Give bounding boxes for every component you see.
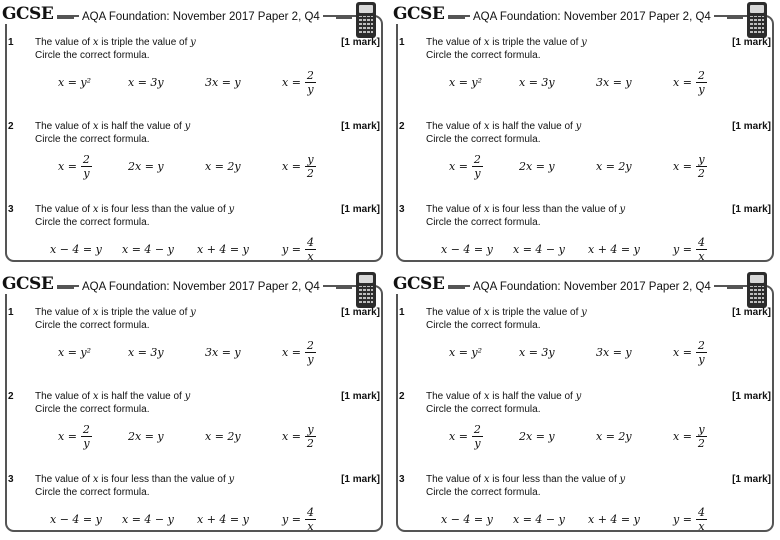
variable-x: x	[92, 204, 99, 215]
fraction	[305, 153, 316, 180]
fraction-denominator: y	[307, 82, 314, 96]
formula-text: x = y²	[449, 345, 483, 359]
variable-x: x	[483, 121, 490, 132]
formula-option[interactable]	[673, 501, 707, 537]
formula-option[interactable]	[513, 501, 565, 537]
calculator-keys	[750, 286, 764, 305]
formula-option[interactable]	[128, 418, 164, 454]
fraction	[696, 423, 707, 450]
question-text-part: The value of	[35, 37, 93, 48]
question-instruction: Circle the correct formula.	[426, 50, 541, 61]
variable-x: x	[92, 391, 99, 402]
question-instruction: Circle the correct formula.	[35, 217, 150, 228]
fraction-numerator: 2	[82, 152, 90, 166]
question-number: 1	[399, 37, 405, 48]
question-instruction: Circle the correct formula.	[426, 320, 541, 331]
header-rule	[447, 287, 465, 289]
answer-options	[0, 148, 388, 184]
variable-y: y	[619, 204, 626, 215]
formula-option[interactable]	[596, 148, 632, 184]
formula-option[interactable]	[282, 64, 316, 100]
question-text	[35, 390, 190, 403]
formula-option[interactable]	[673, 148, 707, 184]
formula-text: x = 3y	[519, 75, 555, 89]
answer-options	[0, 334, 388, 370]
mark-allocation: [1 mark]	[341, 37, 380, 48]
variable-y: y	[575, 121, 582, 132]
fraction	[696, 153, 707, 180]
question-text	[426, 306, 587, 319]
fraction-numerator: y	[307, 422, 314, 436]
question-text	[426, 390, 581, 403]
formula-text: 3x = y	[596, 345, 632, 359]
calculator-icon	[747, 272, 767, 308]
question-text-part: The value of	[426, 307, 484, 318]
fraction-denominator: y	[698, 82, 705, 96]
question-text	[35, 306, 196, 319]
question-number: 3	[399, 474, 405, 485]
variable-y: y	[190, 307, 196, 318]
paper-reference: AQA Foundation: November 2017 Paper 2, Q4	[470, 10, 714, 24]
formula-text: x − 4 = y	[50, 242, 102, 256]
card-header	[2, 2, 386, 26]
fraction-numerator: y	[307, 152, 314, 166]
formula-option[interactable]	[449, 64, 482, 100]
fraction-denominator: y	[83, 436, 90, 450]
formula-text: x = 3y	[519, 345, 555, 359]
formula-text: x + 4 = y	[588, 242, 640, 256]
answer-options	[0, 501, 388, 537]
question-number: 2	[8, 391, 14, 402]
variable-x: x	[92, 121, 99, 132]
formula-option[interactable]	[588, 231, 640, 267]
calculator-keys	[359, 16, 373, 35]
fraction	[472, 153, 483, 180]
fraction-denominator: x	[307, 519, 314, 533]
question-instruction: Circle the correct formula.	[426, 487, 541, 498]
variable-x: x	[92, 307, 99, 318]
header-rule	[336, 17, 352, 19]
fraction-numerator: 4	[697, 505, 705, 519]
formula-option[interactable]	[282, 231, 316, 267]
fraction-numerator: 2	[306, 68, 314, 82]
question-text-part: is triple the value of	[98, 37, 191, 48]
paper-reference: AQA Foundation: November 2017 Paper 2, Q4	[470, 280, 714, 294]
formula-option[interactable]	[673, 231, 707, 267]
fraction	[305, 69, 316, 96]
formula-text: x − 4 = y	[441, 242, 493, 256]
fraction-numerator: 2	[697, 338, 705, 352]
variable-x: x	[483, 474, 490, 485]
question-number: 2	[8, 121, 14, 132]
mark-allocation: [1 mark]	[732, 37, 771, 48]
variable-x: x	[483, 204, 490, 215]
formula-lhs: x =	[282, 75, 301, 89]
question-instruction: Circle the correct formula.	[35, 320, 150, 331]
variable-y: y	[581, 307, 587, 318]
question-text	[426, 36, 587, 49]
formula-option[interactable]	[122, 501, 174, 537]
formula-option[interactable]	[441, 231, 493, 267]
question-number: 3	[399, 204, 405, 215]
header-rule	[727, 287, 743, 289]
formula-text: 2x = y	[128, 159, 164, 173]
formula-lhs: x =	[282, 429, 301, 443]
header-rule	[447, 17, 465, 19]
formula-option[interactable]	[58, 64, 91, 100]
worksheet-card	[0, 0, 388, 268]
calculator-icon	[747, 2, 767, 38]
formula-text: x = 3y	[128, 345, 164, 359]
answer-options	[391, 64, 779, 100]
fraction	[696, 69, 707, 96]
mark-allocation: [1 mark]	[732, 121, 771, 132]
formula-option[interactable]	[449, 418, 483, 454]
formula-option[interactable]	[58, 334, 91, 370]
fraction-denominator: 2	[697, 166, 705, 180]
calculator-icon	[356, 272, 376, 308]
formula-text: x = 4 − y	[513, 242, 565, 256]
formula-text: x = 2y	[596, 429, 632, 443]
question-text-part: is four less than the value of	[489, 474, 620, 485]
formula-text: x = 3y	[128, 75, 164, 89]
question-text	[35, 36, 196, 49]
answer-options	[0, 418, 388, 454]
question-text-part: is four less than the value of	[98, 474, 229, 485]
calculator-keys	[750, 16, 764, 35]
formula-option[interactable]	[58, 148, 92, 184]
gcse-logo: GCSE	[2, 4, 57, 24]
fraction-numerator: y	[698, 422, 705, 436]
formula-option[interactable]	[197, 231, 249, 267]
fraction-numerator: 2	[697, 68, 705, 82]
formula-text: x − 4 = y	[441, 512, 493, 526]
question-number: 1	[8, 37, 14, 48]
formula-lhs: x =	[673, 345, 692, 359]
formula-lhs: y =	[673, 512, 692, 526]
formula-option[interactable]	[197, 501, 249, 537]
formula-option[interactable]	[596, 418, 632, 454]
fraction-numerator: 2	[306, 338, 314, 352]
question-text-part: The value of	[426, 391, 484, 402]
formula-option[interactable]	[205, 148, 241, 184]
fraction	[305, 236, 316, 263]
fraction	[696, 506, 707, 533]
question-text-part: The value of	[35, 474, 93, 485]
fraction-denominator: y	[474, 436, 481, 450]
formula-option[interactable]	[673, 64, 707, 100]
paper-reference: AQA Foundation: November 2017 Paper 2, Q4	[79, 10, 323, 24]
formula-option[interactable]	[282, 418, 316, 454]
formula-option[interactable]	[282, 334, 316, 370]
question-instruction: Circle the correct formula.	[426, 217, 541, 228]
formula-lhs: y =	[673, 242, 692, 256]
question-text-part: is half the value of	[489, 391, 576, 402]
answer-options	[0, 64, 388, 100]
formula-option[interactable]	[513, 231, 565, 267]
question-text-part: The value of	[35, 121, 93, 132]
formula-text: x = 4 − y	[513, 512, 565, 526]
question-text-part: The value of	[35, 391, 93, 402]
formula-option[interactable]	[673, 334, 707, 370]
formula-option[interactable]	[128, 64, 164, 100]
formula-option[interactable]	[519, 418, 555, 454]
question-text	[426, 473, 625, 486]
mark-allocation: [1 mark]	[341, 391, 380, 402]
question-text-part: is triple the value of	[489, 37, 582, 48]
fraction-numerator: 4	[306, 235, 314, 249]
variable-y: y	[575, 391, 582, 402]
question-text-part: The value of	[35, 204, 93, 215]
calculator-screen	[359, 275, 373, 283]
formula-text: x = y²	[449, 75, 483, 89]
question-text-part: is triple the value of	[98, 307, 191, 318]
question-number: 1	[399, 307, 405, 318]
formula-lhs: x =	[673, 75, 692, 89]
question-text-part: The value of	[426, 37, 484, 48]
formula-text: 2x = y	[519, 429, 555, 443]
fraction-denominator: y	[474, 166, 481, 180]
question-instruction: Circle the correct formula.	[35, 487, 150, 498]
fraction	[81, 423, 92, 450]
fraction-denominator: x	[698, 519, 705, 533]
question-number: 2	[399, 121, 405, 132]
formula-option[interactable]	[519, 148, 555, 184]
card-header	[393, 272, 777, 296]
variable-x: x	[92, 37, 99, 48]
question-instruction: Circle the correct formula.	[35, 50, 150, 61]
formula-option[interactable]	[128, 148, 164, 184]
gcse-logo: GCSE	[2, 274, 57, 294]
question-text	[35, 120, 190, 133]
fraction	[696, 236, 707, 263]
card-header	[393, 2, 777, 26]
formula-text: 2x = y	[519, 159, 555, 173]
variable-y: y	[228, 204, 235, 215]
question-text	[426, 120, 581, 133]
formula-lhs: x =	[673, 429, 692, 443]
question-instruction: Circle the correct formula.	[35, 404, 150, 415]
formula-lhs: x =	[58, 159, 77, 173]
fraction-denominator: y	[698, 352, 705, 366]
fraction-denominator: x	[698, 249, 705, 263]
variable-x: x	[483, 307, 490, 318]
formula-text: x = 4 − y	[122, 512, 174, 526]
question-text-part: is half the value of	[98, 391, 185, 402]
header-rule	[56, 17, 74, 19]
mark-allocation: [1 mark]	[732, 474, 771, 485]
formula-option[interactable]	[50, 501, 102, 537]
variable-y: y	[184, 391, 191, 402]
formula-option[interactable]	[449, 148, 483, 184]
formula-lhs: x =	[282, 345, 301, 359]
variable-x: x	[483, 391, 490, 402]
worksheet-card	[0, 270, 388, 538]
mark-allocation: [1 mark]	[732, 204, 771, 215]
fraction-numerator: 4	[697, 235, 705, 249]
question-text-part: is four less than the value of	[98, 204, 229, 215]
calculator-screen	[750, 5, 764, 13]
mark-allocation: [1 mark]	[341, 121, 380, 132]
answer-options	[391, 231, 779, 267]
header-rule	[727, 17, 743, 19]
question-text	[426, 203, 625, 216]
formula-lhs: y =	[282, 242, 301, 256]
formula-text: x = y²	[58, 345, 92, 359]
variable-y: y	[228, 474, 235, 485]
question-number: 3	[8, 474, 14, 485]
worksheet-card	[391, 270, 779, 538]
formula-lhs: y =	[282, 512, 301, 526]
formula-option[interactable]	[282, 148, 316, 184]
formula-option[interactable]	[441, 501, 493, 537]
mark-allocation: [1 mark]	[341, 204, 380, 215]
question-text-part: is four less than the value of	[489, 204, 620, 215]
worksheet-card	[391, 0, 779, 268]
formula-text: 3x = y	[205, 345, 241, 359]
fraction-numerator: 2	[82, 422, 90, 436]
formula-option[interactable]	[205, 418, 241, 454]
mark-allocation: [1 mark]	[341, 307, 380, 318]
fraction-denominator: x	[307, 249, 314, 263]
formula-lhs: x =	[282, 159, 301, 173]
variable-y: y	[190, 37, 196, 48]
formula-text: x = 2y	[205, 429, 241, 443]
fraction-numerator: y	[698, 152, 705, 166]
question-instruction: Circle the correct formula.	[426, 134, 541, 145]
formula-option[interactable]	[205, 334, 241, 370]
formula-text: x = 4 − y	[122, 242, 174, 256]
fraction-denominator: 2	[306, 436, 314, 450]
gcse-logo: GCSE	[393, 274, 448, 294]
fraction-denominator: y	[307, 352, 314, 366]
mark-allocation: [1 mark]	[341, 474, 380, 485]
formula-option[interactable]	[519, 334, 555, 370]
question-text-part: The value of	[426, 121, 484, 132]
variable-y: y	[184, 121, 191, 132]
fraction-numerator: 4	[306, 505, 314, 519]
fraction-numerator: 2	[473, 152, 481, 166]
formula-text: 3x = y	[205, 75, 241, 89]
mark-allocation: [1 mark]	[732, 391, 771, 402]
formula-lhs: x =	[449, 429, 468, 443]
question-number: 1	[8, 307, 14, 318]
question-number: 3	[8, 204, 14, 215]
question-text-part: is half the value of	[98, 121, 185, 132]
paper-reference: AQA Foundation: November 2017 Paper 2, Q4	[79, 280, 323, 294]
question-text-part: is triple the value of	[489, 307, 582, 318]
variable-x: x	[92, 474, 99, 485]
formula-option[interactable]	[673, 418, 707, 454]
fraction	[305, 506, 316, 533]
question-text	[35, 203, 234, 216]
variable-x: x	[483, 37, 490, 48]
formula-option[interactable]	[128, 334, 164, 370]
formula-option[interactable]	[122, 231, 174, 267]
fraction-denominator: 2	[306, 166, 314, 180]
question-number: 2	[399, 391, 405, 402]
formula-lhs: x =	[449, 159, 468, 173]
variable-y: y	[619, 474, 626, 485]
formula-option[interactable]	[449, 334, 482, 370]
formula-option[interactable]	[588, 501, 640, 537]
answer-options	[391, 418, 779, 454]
formula-text: x + 4 = y	[588, 512, 640, 526]
formula-text: x + 4 = y	[197, 512, 249, 526]
formula-text: x + 4 = y	[197, 242, 249, 256]
header-rule	[56, 287, 74, 289]
question-instruction: Circle the correct formula.	[35, 134, 150, 145]
gcse-logo: GCSE	[393, 4, 448, 24]
formula-option[interactable]	[282, 501, 316, 537]
formula-lhs: x =	[673, 159, 692, 173]
mark-allocation: [1 mark]	[732, 307, 771, 318]
question-text-part: is half the value of	[489, 121, 576, 132]
question-text-part: The value of	[426, 474, 484, 485]
formula-text: 2x = y	[128, 429, 164, 443]
formula-text: x = 2y	[205, 159, 241, 173]
answer-options	[391, 334, 779, 370]
formula-text: x − 4 = y	[50, 512, 102, 526]
formula-option[interactable]	[50, 231, 102, 267]
formula-text: x = 2y	[596, 159, 632, 173]
formula-option[interactable]	[596, 64, 632, 100]
fraction	[305, 423, 316, 450]
formula-text: x = y²	[58, 75, 92, 89]
fraction-numerator: 2	[473, 422, 481, 436]
answer-options	[391, 148, 779, 184]
question-text-part: The value of	[426, 204, 484, 215]
question-text-part: The value of	[35, 307, 93, 318]
question-instruction: Circle the correct formula.	[426, 404, 541, 415]
card-header	[2, 272, 386, 296]
calculator-screen	[750, 275, 764, 283]
fraction-denominator: 2	[697, 436, 705, 450]
calculator-keys	[359, 286, 373, 305]
fraction	[81, 153, 92, 180]
answer-options	[0, 231, 388, 267]
header-rule	[336, 287, 352, 289]
formula-option[interactable]	[519, 64, 555, 100]
fraction	[305, 339, 316, 366]
formula-option[interactable]	[58, 418, 92, 454]
fraction	[472, 423, 483, 450]
variable-y: y	[581, 37, 587, 48]
fraction	[696, 339, 707, 366]
formula-text: 3x = y	[596, 75, 632, 89]
formula-lhs: x =	[58, 429, 77, 443]
calculator-icon	[356, 2, 376, 38]
calculator-screen	[359, 5, 373, 13]
formula-option[interactable]	[596, 334, 632, 370]
answer-options	[391, 501, 779, 537]
question-text	[35, 473, 234, 486]
formula-option[interactable]	[205, 64, 241, 100]
fraction-denominator: y	[83, 166, 90, 180]
